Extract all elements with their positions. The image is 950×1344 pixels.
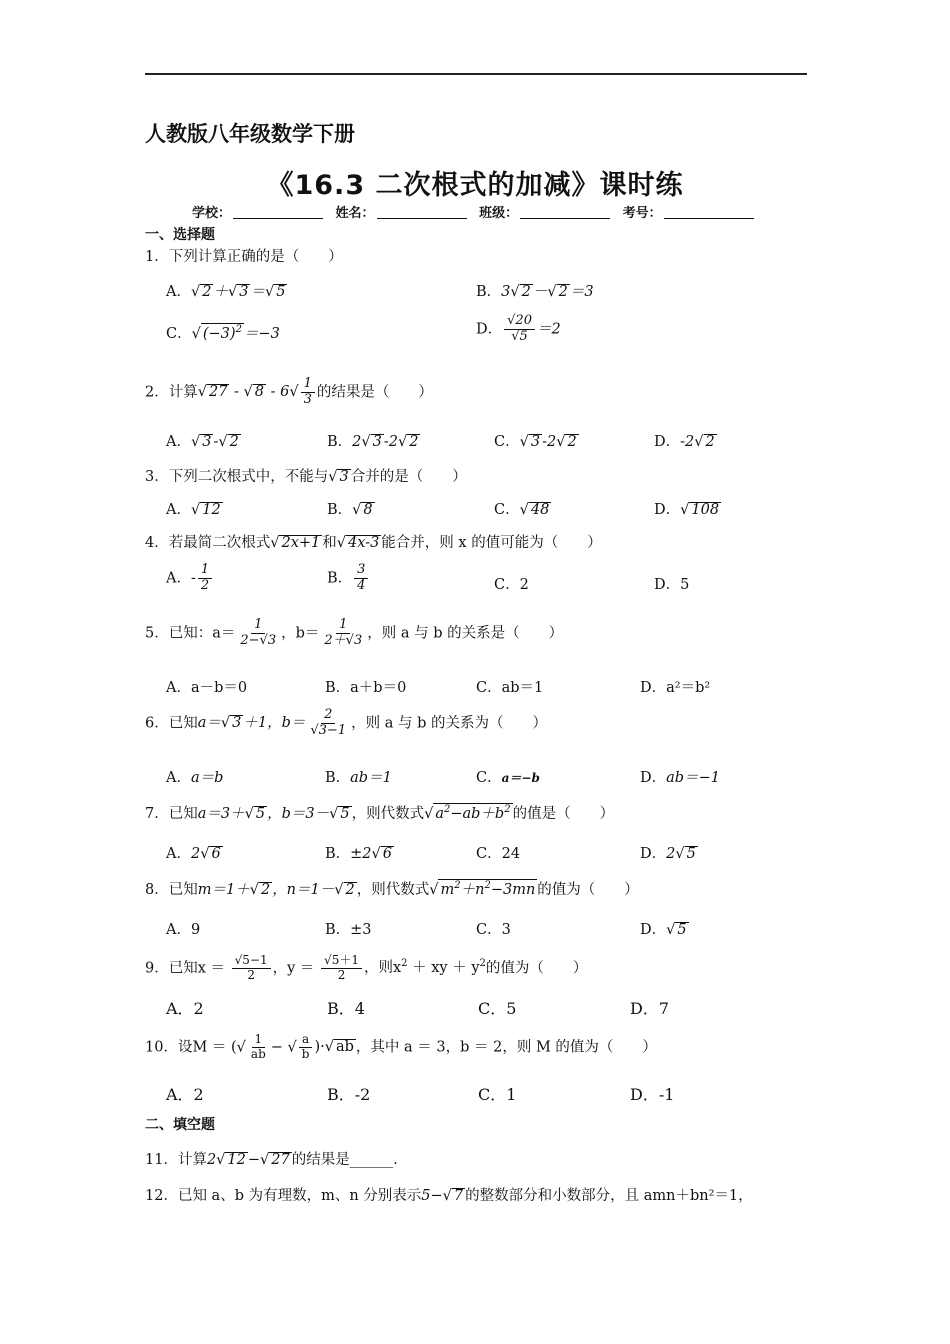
question-3-option-a[interactable]: A．√ 12: [166, 502, 221, 518]
question-5-option-d[interactable]: D．a²＝b²: [640, 680, 711, 696]
question-6-stem: 6．已知a＝√ 3 ＋1，b＝ $\frac{2}{√3-1}$ ，则 a 与 b 的关系为（ ）: [145, 707, 547, 738]
question-1-option-b[interactable]: B．3√ 2 －√ 2 ＝3: [476, 284, 594, 300]
question-10-option-b[interactable]: B．-2: [327, 1085, 371, 1104]
main-title: 《16.3 二次根式的加减》课时练: [266, 170, 684, 201]
question-2-option-a[interactable]: A．√ 3 -√ 2: [166, 434, 239, 450]
question-7-option-a[interactable]: A．2√ 6: [166, 846, 221, 862]
question-9-option-d[interactable]: D．7: [630, 999, 670, 1018]
question-9-option-b[interactable]: B．4: [327, 999, 365, 1018]
question-10-option-d[interactable]: D．-1: [630, 1085, 675, 1104]
question-6-option-b[interactable]: B．ab＝1: [325, 770, 392, 786]
question-7-option-b[interactable]: B．±2√ 6: [325, 846, 393, 862]
school-label: 学校：: [192, 206, 232, 221]
question-11-stem: 11．计算2√ 12 −√ 27 的结果是______．: [145, 1152, 408, 1168]
question-1-stem: 1．下列计算正确的是（ ）: [145, 249, 343, 265]
question-6-option-a[interactable]: A．a＝b: [166, 770, 224, 786]
question-4-option-a[interactable]: A．- $\frac{1}{2}$: [166, 563, 214, 594]
question-9-option-a[interactable]: A．2: [166, 999, 204, 1018]
question-5-option-b[interactable]: B．a＋b＝0: [325, 680, 407, 696]
class-label: 班级：: [479, 206, 519, 221]
question-8-stem: 8．已知m＝1＋√ 2 ，n＝1－√ 2 ，则代数式√ $m^2+n^2-3mn$ 的值为（ ）: [145, 880, 639, 898]
question-8-option-c[interactable]: C．3: [476, 922, 511, 938]
question-4-stem: 4．若最简二次根式√ 2x+1 和√ 4x-3 能合并，则 x 的值可能为（ ）: [145, 535, 602, 551]
question-2-stem: 2．计算√ 27 - √ 8 - 6√ $\frac{1}{3}$ 的结果是（ ）: [145, 376, 433, 407]
question-2-option-d[interactable]: D．-2√ 2: [654, 434, 715, 450]
exam-number-label: 考号：: [622, 206, 662, 221]
exam-number-blank[interactable]: [664, 206, 754, 219]
question-7-option-c[interactable]: C．24: [476, 846, 521, 862]
class-blank[interactable]: [520, 206, 610, 219]
series-title: 人教版八年级数学下册: [145, 122, 355, 146]
question-8-option-b[interactable]: B．±3: [325, 922, 372, 938]
question-6-option-c[interactable]: C．a＝−b: [476, 770, 540, 786]
question-2-option-b[interactable]: B．2√ 3 -2√ 2: [327, 434, 419, 450]
question-1-option-a[interactable]: A．√ 2 ＋√ 3 ＝√ 5: [166, 284, 286, 300]
question-5-stem: 5．已知：a＝ $\frac{1}{2-√3}$ ，b＝ $\frac{1}{2+√3}$ ，则 a 与 b 的关系是（ ）: [145, 617, 564, 648]
question-3-option-d[interactable]: D．√ 108: [654, 502, 720, 518]
question-12-stem: 12．已知 a、b 为有理数，m、n 分别表示5−√ 7 的整数部分和小数部分，且 amn＋bn²＝1，: [145, 1188, 753, 1204]
name-blank[interactable]: [377, 206, 467, 219]
question-5-option-a[interactable]: A．a－b＝0: [166, 680, 248, 696]
question-6-option-d[interactable]: D．ab＝−1: [640, 770, 720, 786]
question-4-option-b[interactable]: B． $\frac{3}{4}$: [327, 563, 370, 594]
question-10-stem: 10．设M ＝ (√ $\frac{1}{ab}$ − √ $\frac{a}{b}$ )·√ ab ，其中 a ＝ 3，b ＝ 2，则 M 的值为（ ）: [145, 1032, 657, 1061]
student-info-line: [192, 202, 762, 221]
question-9-stem: 9．已知x ＝ $\frac{√5-1}{2}$ ，y ＝ $\frac{√5+1}{2}$ ，则$x^2$ ＋ xy ＋ $y^2$的值为（ ）: [145, 953, 588, 982]
question-5-option-c[interactable]: C．ab＝1: [476, 680, 544, 696]
question-3-option-c[interactable]: C．√ 48: [494, 502, 550, 518]
question-1-option-d[interactable]: D． $\frac{√20}{√5}$ ＝2: [476, 313, 561, 344]
question-4-option-d[interactable]: D．5: [654, 577, 690, 593]
section-choice-heading: 一、选择题: [145, 227, 215, 243]
school-blank[interactable]: [233, 206, 323, 219]
question-10-option-c[interactable]: C．1: [478, 1085, 517, 1104]
question-8-option-a[interactable]: A．9: [166, 922, 201, 938]
section-fill-heading: 二、填空题: [145, 1117, 215, 1133]
question-7-option-d[interactable]: D．2√ 5: [640, 846, 696, 862]
question-4-option-c[interactable]: C．2: [494, 577, 529, 593]
question-3-stem: 3．下列二次根式中，不能与√ 3 合并的是（ ）: [145, 469, 467, 485]
question-10-option-a[interactable]: A．2: [166, 1085, 204, 1104]
question-2-option-c[interactable]: C．√ 3 -2√ 2: [494, 434, 577, 450]
question-9-option-c[interactable]: C．5: [478, 999, 517, 1018]
question-7-stem: 7．已知a＝3＋√ 5 ，b＝3－√ 5 ，则代数式√ $a^2-ab+b^2$ 的值是（ ）: [145, 804, 615, 822]
question-1-option-c[interactable]: C．√ $(-3)^2 =-3$: [166, 324, 280, 342]
question-3-option-b[interactable]: B．√ 8: [327, 502, 373, 518]
name-label: 姓名：: [335, 206, 375, 221]
top-rule: [145, 73, 807, 75]
question-8-option-d[interactable]: D．√ 5: [640, 922, 687, 938]
